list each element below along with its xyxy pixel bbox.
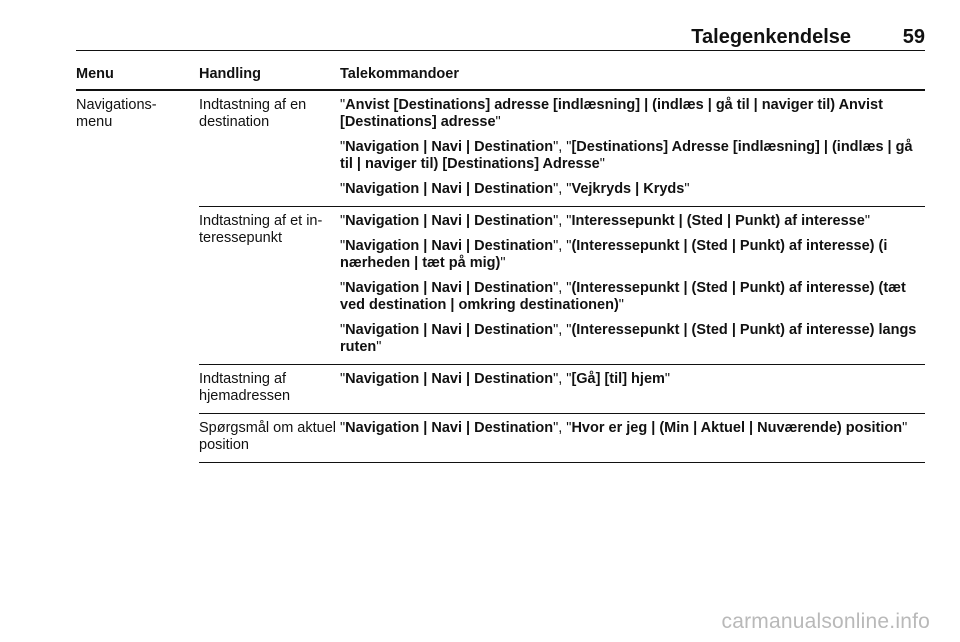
command-phrase: [Gå] [til] hjem — [571, 371, 665, 387]
command-phrase: Vejkryds | Kryds — [571, 181, 685, 197]
commands-cell — [340, 414, 925, 463]
command-phrase: Navigation | Navi | Destination — [345, 322, 554, 338]
table-header-row — [76, 66, 925, 90]
command-phrase: Navigation | Navi | Destination — [345, 238, 554, 254]
command-phrase: (Interessepunkt | (Sted | Punkt) af interesse) (tæt ved destination | omkring destinationen) — [340, 280, 906, 313]
table-row — [76, 414, 925, 463]
command-punctuation: " — [340, 213, 346, 229]
page-title: Talegenkendelse — [691, 26, 851, 48]
column-header-action: Handling — [199, 66, 340, 90]
command-punctuation: " — [340, 322, 346, 338]
command-phrase: Navigation | Navi | Destination — [345, 420, 554, 436]
command-phrase: (Interessepunkt | (Sted | Punkt) af interesse) langs ruten — [340, 322, 917, 355]
command-phrase: Navigation | Navi | Destination — [345, 280, 554, 296]
voice-command — [340, 420, 925, 437]
command-punctuation: " — [664, 371, 671, 387]
command-phrase: (Interessepunkt | (Sted | Punkt) af interesse) (i nærheden | tæt på mig) — [340, 238, 888, 271]
command-punctuation: ", " — [553, 280, 572, 296]
command-punctuation: ", " — [553, 213, 572, 229]
command-punctuation: " — [495, 114, 501, 130]
voice-command — [340, 238, 925, 272]
command-phrase: Navigation | Navi | Destination — [345, 213, 554, 229]
command-punctuation: ", " — [553, 181, 572, 197]
command-punctuation: " — [340, 371, 346, 387]
command-punctuation: " — [340, 139, 346, 155]
command-punctuation: ", " — [553, 322, 572, 338]
voice-command — [340, 280, 925, 314]
command-phrase: Navigation | Navi | Destination — [345, 139, 554, 155]
command-punctuation: " — [340, 280, 346, 296]
command-punctuation: " — [340, 420, 346, 436]
voice-command — [340, 181, 925, 198]
command-punctuation: " — [599, 156, 605, 172]
command-punctuation: ", " — [553, 238, 572, 254]
action-cell: Spørgsmål om aktuel position — [199, 414, 340, 463]
command-punctuation: " — [684, 181, 690, 197]
command-punctuation: " — [500, 255, 506, 271]
command-punctuation: ", " — [553, 139, 572, 155]
command-punctuation: ", " — [553, 420, 572, 436]
command-punctuation: ", " — [553, 371, 572, 387]
command-phrase: Navigation | Navi | Destination — [345, 181, 554, 197]
command-punctuation: " — [902, 420, 908, 436]
table-row — [76, 90, 925, 207]
column-header-menu: Menu — [76, 66, 199, 90]
command-punctuation: " — [376, 339, 382, 355]
menu-cell: Navigations- menu — [76, 97, 157, 130]
voice-command — [340, 97, 925, 131]
column-header-commands: Talekommandoer — [340, 66, 925, 90]
voice-command — [340, 139, 925, 173]
page-number: 59 — [902, 26, 925, 48]
command-punctuation: " — [618, 297, 624, 313]
voice-command — [340, 322, 925, 356]
action-cell: Indtastning af hjemadressen — [199, 365, 340, 414]
voice-command-table — [76, 66, 925, 463]
table-row — [76, 365, 925, 414]
command-punctuation: " — [864, 213, 870, 229]
commands-cell — [340, 90, 925, 207]
command-punctuation: " — [340, 181, 346, 197]
command-phrase: Hvor er jeg | (Min | Aktuel | Nuværende) position — [571, 420, 903, 436]
commands-cell — [340, 207, 925, 365]
action-cell: Indtastning af en destination — [199, 90, 340, 207]
action-cell: Indtastning af et in-teressepunkt — [199, 207, 340, 365]
command-phrase: Interessepunkt | (Sted | Punkt) af interesse — [571, 213, 865, 229]
command-phrase: Navigation | Navi | Destination — [345, 371, 554, 387]
command-punctuation: " — [340, 238, 346, 254]
command-punctuation: " — [340, 97, 346, 113]
voice-command — [340, 213, 925, 230]
watermark: carmanualsonline.info — [721, 610, 930, 633]
table-row — [76, 207, 925, 365]
page-header — [76, 26, 925, 51]
commands-cell — [340, 365, 925, 414]
command-phrase: [Destinations] Adresse [indlæsning] | (indlæs | gå til | naviger til) [Destinations] Adresse — [340, 139, 913, 172]
voice-command — [340, 371, 925, 388]
command-phrase: Anvist [Destinations] adresse [indlæsning] | (indlæs | gå til | naviger til) Anvist [Destinations] adresse — [340, 97, 883, 130]
